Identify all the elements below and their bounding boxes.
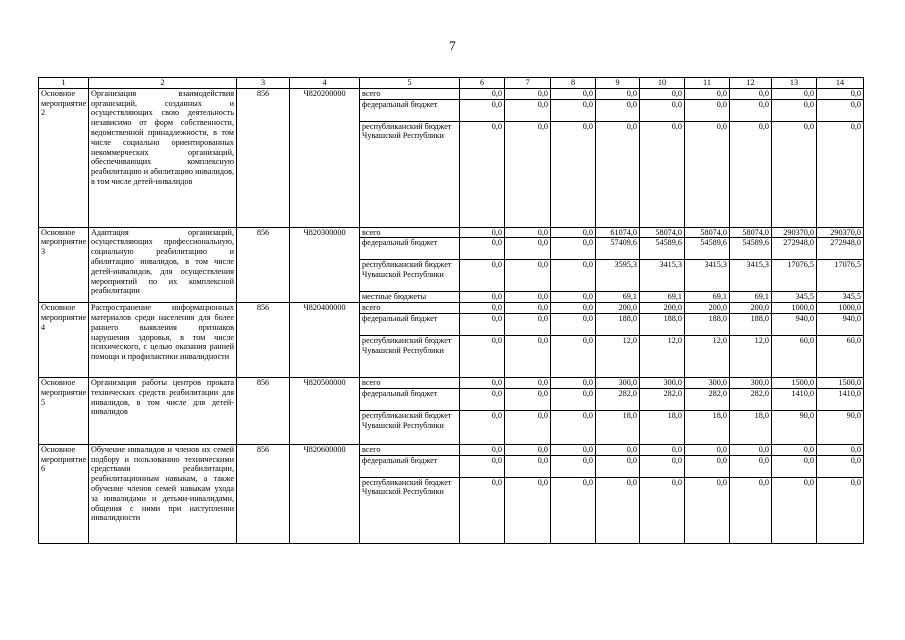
amount-cell: 0,0 [460,335,505,377]
amount-cell: 0,0 [685,455,730,477]
amount-cell: 272948,0 [817,238,864,260]
amount-cell: 1000,0 [772,303,817,314]
funding-source: всего [360,227,460,238]
amount-cell: 282,0 [640,388,685,410]
amount-cell: 0,0 [460,238,505,260]
amount-cell: 1410,0 [772,388,817,410]
funding-source: всего [360,88,460,99]
funding-source: федеральный бюджет [360,99,460,121]
amount-cell: 188,0 [596,313,640,335]
amount-cell: 0,0 [817,455,864,477]
amount-cell: 3415,3 [730,260,772,292]
amount-cell: 0,0 [772,477,817,543]
measure-name: Основное мероприятие 5 [39,377,89,444]
funding-source: всего [360,303,460,314]
measure-description: Организация взаимодействия организаций, созданных и осуществляющих свою деятельность независимо от форм собственности, ведомственной принадлежности, в том числе социально ориентированных некоммерческих организаций, обеспечивающих комплексную реабилитацию и абилитацию инвалидов, в том числе детей-инвалидов [89,88,237,227]
amount-cell: 0,0 [460,88,505,99]
amount-cell: 200,0 [685,303,730,314]
amount-cell: 0,0 [505,227,551,238]
page-number: 7 [449,38,456,53]
amount-cell: 282,0 [596,388,640,410]
amount-cell: 54589,6 [640,238,685,260]
amount-cell: 12,0 [596,335,640,377]
amount-cell: 0,0 [460,260,505,292]
budget-classification-code: Ч820400000 [290,303,360,378]
amount-cell: 0,0 [817,88,864,99]
column-number-13: 13 [772,78,817,89]
amount-cell: 0,0 [551,444,596,455]
amount-cell: 0,0 [460,444,505,455]
amount-cell: 17076,5 [817,260,864,292]
amount-cell: 0,0 [596,121,640,227]
measure-name: Основное мероприятие 3 [39,227,89,303]
amount-cell: 0,0 [596,99,640,121]
amount-cell: 0,0 [460,227,505,238]
amount-cell: 1410,0 [817,388,864,410]
grbs-code: 856 [237,444,290,543]
column-number-5: 5 [360,78,460,89]
budget-classification-code: Ч820300000 [290,227,360,303]
amount-cell: 188,0 [640,313,685,335]
amount-cell: 0,0 [551,410,596,444]
budget-classification-code: Ч820600000 [290,444,360,543]
column-number-2: 2 [89,78,237,89]
amount-cell: 0,0 [460,99,505,121]
measure-description: Организация работы центров проката технических средств реабилитации для инвалидов, в том числе для детей-инвалидов [89,377,237,444]
column-number-6: 6 [460,78,505,89]
amount-cell: 200,0 [640,303,685,314]
amount-cell: 0,0 [551,99,596,121]
amount-cell: 0,0 [817,477,864,543]
amount-cell: 0,0 [460,410,505,444]
amount-cell: 90,0 [817,410,864,444]
program-table [38,77,864,544]
grbs-code: 856 [237,88,290,227]
column-number-row [39,78,864,89]
amount-cell: 58074,0 [640,227,685,238]
amount-cell: 54589,6 [685,238,730,260]
amount-cell: 60,0 [772,335,817,377]
amount-cell: 0,0 [596,477,640,543]
amount-cell: 0,0 [551,377,596,388]
amount-cell: 58074,0 [685,227,730,238]
amount-cell: 18,0 [640,410,685,444]
amount-cell: 0,0 [551,303,596,314]
column-number-7: 7 [505,78,551,89]
amount-cell: 1500,0 [772,377,817,388]
amount-cell: 0,0 [551,88,596,99]
amount-cell: 0,0 [640,121,685,227]
amount-cell: 61074,0 [596,227,640,238]
amount-cell: 17076,5 [772,260,817,292]
amount-cell: 12,0 [685,335,730,377]
amount-cell: 0,0 [730,455,772,477]
amount-cell: 300,0 [730,377,772,388]
amount-cell: 272948,0 [772,238,817,260]
column-number-14: 14 [817,78,864,89]
column-number-9: 9 [596,78,640,89]
amount-cell: 0,0 [460,303,505,314]
amount-cell: 0,0 [551,335,596,377]
amount-cell: 0,0 [460,477,505,543]
amount-cell: 0,0 [460,377,505,388]
funding-source: республиканский бюджет Чувашской Республики [360,477,460,543]
amount-cell: 12,0 [640,335,685,377]
amount-cell: 0,0 [460,455,505,477]
amount-cell: 345,5 [772,292,817,303]
measure-name: Основное мероприятие 4 [39,303,89,378]
amount-cell: 0,0 [772,455,817,477]
amount-cell: 188,0 [685,313,730,335]
grbs-code: 856 [237,303,290,378]
amount-cell: 345,5 [817,292,864,303]
amount-cell: 188,0 [730,313,772,335]
column-number-10: 10 [640,78,685,89]
amount-cell: 0,0 [640,477,685,543]
amount-cell: 300,0 [596,377,640,388]
table-row [39,444,864,455]
amount-cell: 69,1 [685,292,730,303]
amount-cell: 282,0 [685,388,730,410]
amount-cell: 0,0 [817,121,864,227]
amount-cell: 200,0 [730,303,772,314]
amount-cell: 0,0 [505,444,551,455]
amount-cell: 58074,0 [730,227,772,238]
amount-cell: 290370,0 [817,227,864,238]
amount-cell: 0,0 [730,444,772,455]
amount-cell: 0,0 [640,444,685,455]
amount-cell: 0,0 [551,121,596,227]
amount-cell: 282,0 [730,388,772,410]
amount-cell: 0,0 [505,303,551,314]
amount-cell: 0,0 [730,99,772,121]
table-body [39,78,864,544]
amount-cell: 0,0 [505,238,551,260]
table-row [39,303,864,314]
column-number-8: 8 [551,78,596,89]
column-number-12: 12 [730,78,772,89]
column-number-3: 3 [237,78,290,89]
amount-cell: 0,0 [505,99,551,121]
amount-cell: 0,0 [551,260,596,292]
amount-cell: 940,0 [772,313,817,335]
amount-cell: 0,0 [505,313,551,335]
table-row [39,88,864,99]
funding-source: федеральный бюджет [360,455,460,477]
amount-cell: 57409,6 [596,238,640,260]
amount-cell: 0,0 [551,227,596,238]
amount-cell: 0,0 [685,444,730,455]
amount-cell: 300,0 [640,377,685,388]
amount-cell: 0,0 [551,388,596,410]
funding-source: федеральный бюджет [360,238,460,260]
amount-cell: 18,0 [730,410,772,444]
amount-cell: 0,0 [685,88,730,99]
amount-cell: 69,1 [730,292,772,303]
amount-cell: 0,0 [772,88,817,99]
amount-cell: 0,0 [730,477,772,543]
amount-cell: 1000,0 [817,303,864,314]
amount-cell: 0,0 [772,444,817,455]
amount-cell: 0,0 [505,260,551,292]
amount-cell: 0,0 [551,313,596,335]
amount-cell: 0,0 [817,99,864,121]
amount-cell: 0,0 [640,99,685,121]
amount-cell: 0,0 [596,455,640,477]
grbs-code: 856 [237,377,290,444]
amount-cell: 0,0 [772,121,817,227]
amount-cell: 0,0 [505,410,551,444]
funding-source: республиканский бюджет Чувашской Республики [360,410,460,444]
amount-cell: 300,0 [685,377,730,388]
amount-cell: 0,0 [460,388,505,410]
amount-cell: 0,0 [505,388,551,410]
funding-source: местные бюджеты [360,292,460,303]
amount-cell: 3415,3 [685,260,730,292]
table-row [39,227,864,238]
amount-cell: 69,1 [640,292,685,303]
amount-cell: 0,0 [596,88,640,99]
amount-cell: 0,0 [640,88,685,99]
amount-cell: 0,0 [505,292,551,303]
amount-cell: 0,0 [730,121,772,227]
column-number-11: 11 [685,78,730,89]
amount-cell: 0,0 [505,121,551,227]
amount-cell: 90,0 [772,410,817,444]
funding-source: федеральный бюджет [360,313,460,335]
amount-cell: 18,0 [685,410,730,444]
amount-cell: 69,1 [596,292,640,303]
measure-name: Основное мероприятие 6 [39,444,89,543]
funding-source: республиканский бюджет Чувашской Республики [360,335,460,377]
amount-cell: 0,0 [730,88,772,99]
amount-cell: 0,0 [772,99,817,121]
table-row [39,377,864,388]
amount-cell: 0,0 [551,238,596,260]
amount-cell: 54589,6 [730,238,772,260]
amount-cell: 3595,3 [596,260,640,292]
amount-cell: 0,0 [685,477,730,543]
amount-cell: 0,0 [551,292,596,303]
amount-cell: 0,0 [460,292,505,303]
budget-classification-code: Ч820500000 [290,377,360,444]
amount-cell: 0,0 [460,121,505,227]
funding-source: всего [360,377,460,388]
funding-source: всего [360,444,460,455]
amount-cell: 940,0 [817,313,864,335]
amount-cell: 0,0 [505,335,551,377]
amount-cell: 0,0 [505,455,551,477]
amount-cell: 0,0 [505,377,551,388]
amount-cell: 0,0 [685,121,730,227]
measure-description: Обучение инвалидов и членов их семей подбору и пользованию техническими средствами реабилитации, реабилитационным навыкам, а также обучение членов семей навыкам ухода за инвалидами и детьми-инвалидами, общения с ними при наступлении инвалидности [89,444,237,543]
funding-source: федеральный бюджет [360,388,460,410]
amount-cell: 0,0 [551,477,596,543]
amount-cell: 18,0 [596,410,640,444]
amount-cell: 60,0 [817,335,864,377]
amount-cell: 0,0 [505,477,551,543]
amount-cell: 12,0 [730,335,772,377]
amount-cell: 0,0 [640,455,685,477]
amount-cell: 200,0 [596,303,640,314]
amount-cell: 1500,0 [817,377,864,388]
funding-source: республиканский бюджет Чувашской Республики [360,121,460,227]
column-number-4: 4 [290,78,360,89]
measure-name: Основное мероприятие 2 [39,88,89,227]
measure-description: Адаптация организаций, осуществляющих профессиональную, социальную реабилитацию и абилитацию инвалидов, в том числе детей-инвалидов, для осуществления мероприятий по их комплексной реабилитации [89,227,237,303]
measure-description: Распространение информационных материалов среди населения для более раннего выявления признаков нарушения здоровья, в том числе психического, с целью оказания ранней помощи и профилактики инвалидности [89,303,237,378]
amount-cell: 3415,3 [640,260,685,292]
amount-cell: 0,0 [685,99,730,121]
funding-source: республиканский бюджет Чувашской Республики [360,260,460,292]
amount-cell: 0,0 [551,455,596,477]
grbs-code: 856 [237,227,290,303]
amount-cell: 0,0 [460,313,505,335]
column-number-1: 1 [39,78,89,89]
amount-cell: 0,0 [505,88,551,99]
amount-cell: 290370,0 [772,227,817,238]
amount-cell: 0,0 [596,444,640,455]
budget-classification-code: Ч820200000 [290,88,360,227]
amount-cell: 0,0 [817,444,864,455]
